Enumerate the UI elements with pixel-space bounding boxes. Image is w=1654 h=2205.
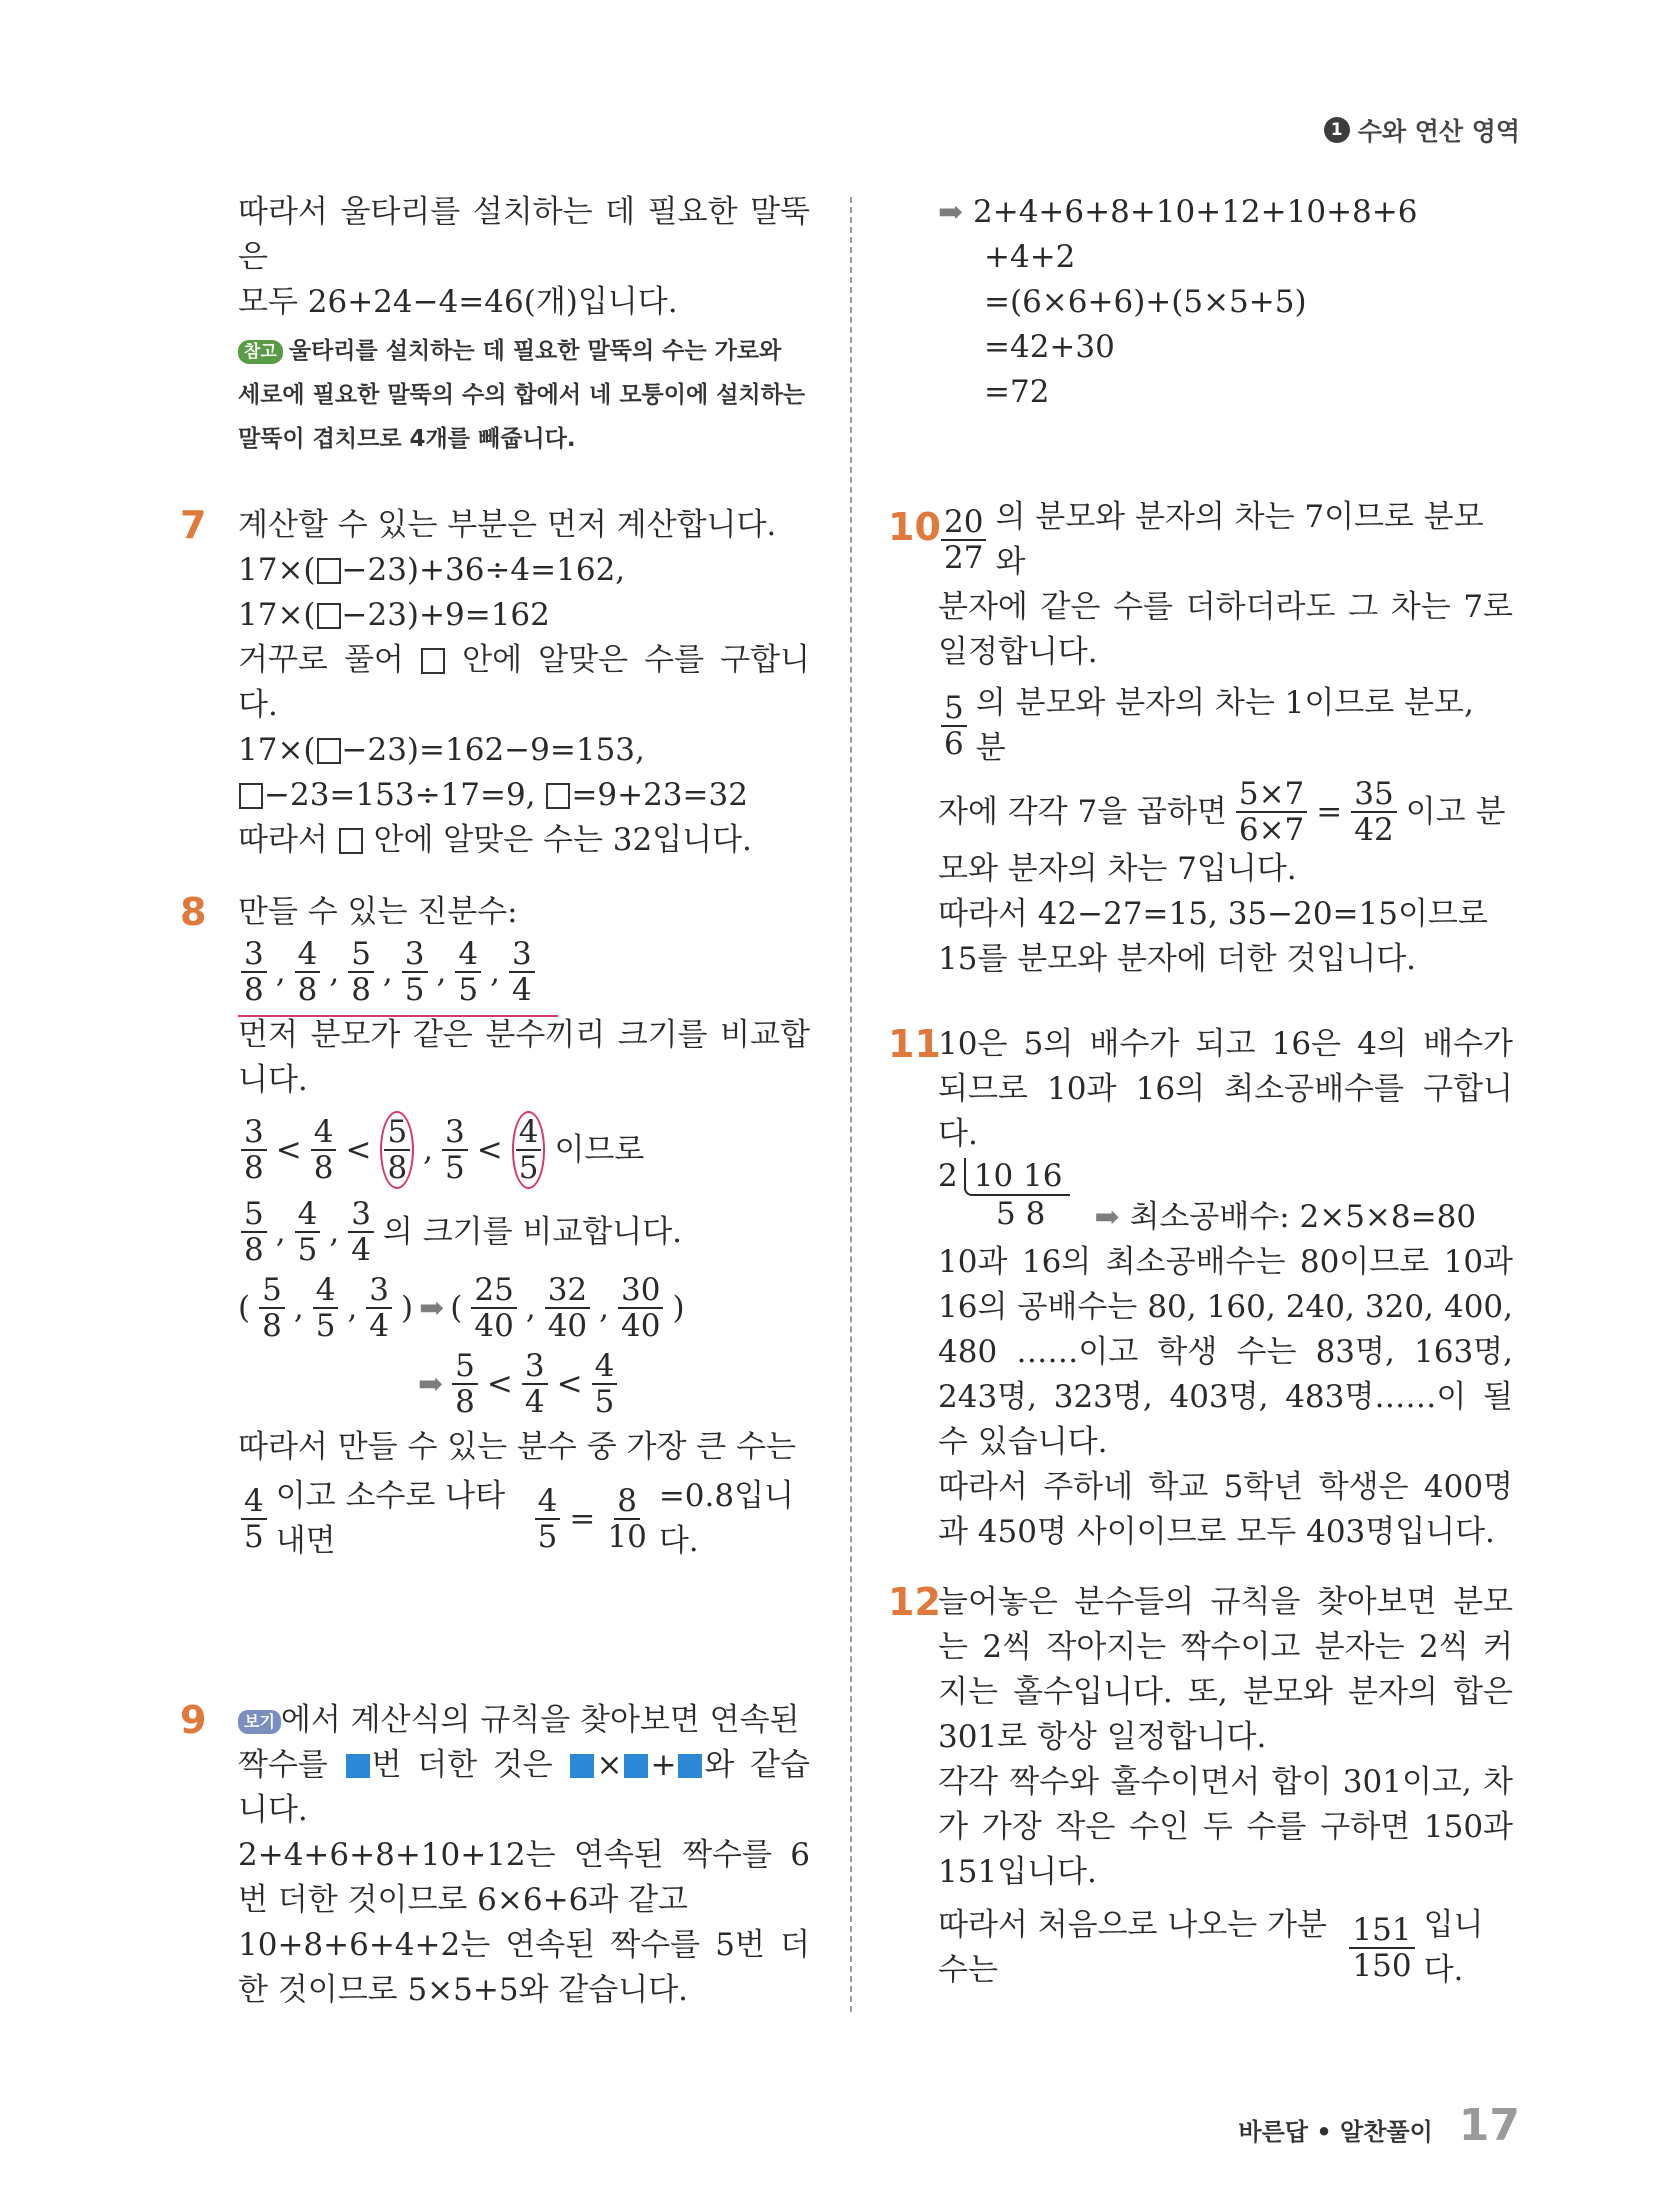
arrow-icon: ➡ [419, 1290, 445, 1326]
text-line: 모두 26+24−4=46(개)입니다. [238, 284, 678, 320]
ordering-row: ➡ $\frac{5}{8}$ < $\frac{3}{4}$ < $\frac{4}{5}$ [418, 1349, 810, 1419]
q11-block [938, 1022, 1513, 1555]
text-line: 따라서 안에 알맞은 수는 32입니다. [238, 822, 752, 858]
question-number: 8 [180, 890, 207, 934]
note-text: 울타리를 설치하는 데 필요한 말뚝의 수는 가로와 세로에 필요한 말뚝의 수의 합에서 네 모퉁이에 설치하는 말뚝이 겹치므로 4개를 빼줍니다. [238, 338, 806, 452]
text-line: 모와 분자의 차는 7입니다. [938, 851, 1297, 887]
blue-square-icon [346, 1754, 370, 1778]
question-number: 11 [888, 1022, 941, 1066]
conversion-row: ( $\frac{5}{8}$ , $\frac{4}{5}$ , $\frac{3}{4}$ ) ➡ ( $\frac{25}{40}$ , $\frac{32}{40}$ , $\frac{30}{40}$ ) [238, 1272, 685, 1344]
circled-fraction: $\frac{4}{5}$ [512, 1111, 546, 1189]
fraction-list: $\frac{3}{8}$ , $\frac{4}{8}$ , $\frac{5}{8}$ , $\frac{3}{5}$ , $\frac{4}{5}$ , $\frac{3}{4}$ [238, 937, 810, 1007]
left-top-block [238, 190, 810, 461]
text-line: 17×( −23)=162−9=153, [238, 732, 645, 768]
blue-square-icon [624, 1754, 648, 1778]
fraction: $\frac{5}{8}$ [348, 937, 374, 1007]
text-line: 계산할 수 있는 부분은 먼저 계산합니다. [238, 507, 777, 543]
text-line: 분자에 같은 수를 더하더라도 그 차는 7로 일정합니다. [938, 589, 1513, 670]
text-line: +4+2 [984, 239, 1076, 275]
note-box [238, 329, 810, 461]
blank-box [546, 783, 570, 809]
q8-block [238, 890, 810, 1568]
right-top-block [938, 190, 1513, 415]
comparison-row: $\frac{3}{8}$ < $\frac{4}{8}$ < $\frac{5}{8}$ , $\frac{3}{5}$ < $\frac{4}{5}$ 이므로 [238, 1111, 810, 1189]
question-number: 12 [888, 1580, 941, 1624]
text-line: =(6×6+6)+(5×5+5) [984, 284, 1307, 320]
text-line: =72 [984, 374, 1050, 410]
blank-box [317, 558, 341, 584]
text-line: 17×( −23)+9=162 [238, 597, 550, 633]
circled-fraction: $\frac{5}{8}$ [380, 1111, 414, 1189]
question-number: 10 [888, 505, 941, 549]
note-badge: 참고 [238, 340, 283, 364]
text-line: 15를 분모와 분자에 더한 것입니다. [938, 941, 1417, 977]
text-line: 따라서 처음으로 나오는 가분수는 $\frac{151}{150}$ 입니다. [938, 1907, 1484, 1988]
text-line: −23=153÷17=9, =9+23=32 [238, 773, 810, 818]
question-number: 7 [180, 503, 207, 547]
fraction: $\frac{4}{8}$ [295, 937, 321, 1007]
q7-block [238, 503, 810, 863]
blank-box [317, 603, 341, 629]
text-line: 만들 수 있는 진분수: [238, 894, 518, 930]
text-line: 10+8+6+4+2는 연속된 짝수를 5번 더한 것이므로 5×5+5와 같습니다. [238, 1927, 810, 2008]
text-line: 2+4+6+8+10+12는 연속된 짝수를 6번 더한 것이므로 6×6+6과 같고 [238, 1837, 810, 1918]
fraction: $\frac{3}{5}$ [402, 937, 428, 1007]
text-line: $\frac{5}{8}$ , $\frac{4}{5}$ , $\frac{3}{4}$ 의 크기를 비교합니다. [238, 1197, 810, 1267]
page-number: 17 [1458, 2100, 1520, 2151]
text-line: 따라서 주하네 학교 5학년 학생은 400명과 450명 사이이므로 모두 403명입니다. [938, 1469, 1513, 1550]
text-line: 늘어놓은 분수들의 규칙을 찾아보면 분모는 2씩 작아지는 짝수이고 분자는 2씩 커지는 홀수입니다. 또, 분모와 분자의 합은 301로 항상 일정합니다. [938, 1584, 1513, 1755]
section-number-badge: 1 [1324, 117, 1350, 143]
arrow-icon: ➡ [938, 195, 964, 230]
division-work: 2 10 16 5 8 ➡ 최소공배수: 2×5×8=80 [938, 1157, 1513, 1240]
section-title: 수와 연산 영역 [1357, 117, 1520, 146]
text-line: $\frac{5}{6}$ 의 분모와 분자의 차는 1이므로 분모, 분 [938, 681, 1513, 771]
q10-block [938, 495, 1513, 982]
fraction: $\frac{3}{4}$ [509, 937, 535, 1007]
text-line: 거꾸로 풀어 안에 알맞은 수를 구합니다. [238, 642, 811, 723]
q12-block [938, 1580, 1513, 1993]
footer-label: 바른답 • 알찬풀이 [1238, 2118, 1433, 2146]
text-line: 따라서 만들 수 있는 분수 중 가장 큰 수는 [238, 1429, 796, 1465]
question-number: 9 [180, 1698, 207, 1742]
blue-square-icon [678, 1754, 702, 1778]
text-line: 10과 16의 최소공배수는 80이므로 10과 16의 공배수는 80, 160, 240, 320, 400, 480 ……이고 학생 수는 83명, 163명, 243명, 323명, 403명, 483명……이 될 수 있습니다. [938, 1244, 1513, 1460]
text-line: 짝수를 번 더한 것은 × + 와 같습니다. [238, 1747, 810, 1828]
text-line: 따라서 42−27=15, 35−20=15이므로 [938, 896, 1488, 932]
text-line: 자에 각각 7을 곱하면 $\frac{5\times 7}{6\times 7}$ = $\frac{35}{42}$ 이고 분 [938, 776, 1506, 848]
example-badge: 보기 [238, 1710, 281, 1734]
text-line: 각각 짝수와 홀수이면서 합이 301이고, 차가 가장 작은 수인 두 수를 구하면 150과 151입니다. [938, 1764, 1513, 1890]
section-header [1324, 112, 1520, 148]
arrow-icon: ➡ [418, 1366, 444, 1402]
fraction: $\frac{4}{5}$ [455, 937, 481, 1007]
underline-mark [238, 1015, 558, 1017]
blank-box [317, 738, 341, 764]
column-divider [850, 197, 852, 2012]
page-footer [1238, 2100, 1520, 2151]
text-line: 10은 5의 배수가 되고 16은 4의 배수가 되므로 10과 16의 최소공배수를 구합니다. [938, 1026, 1513, 1152]
q9-block [238, 1698, 810, 2013]
blank-box [239, 783, 263, 809]
text-line: $\frac{4}{5}$ 이고 소수로 나타내면 $\frac{4}{5}$ = $\frac{8}{10}$ =0.8입니다. [238, 1474, 810, 1564]
text-line: ➡ 2+4+6+8+10+12+10+8+6 [938, 190, 1513, 235]
text-line: 17×( −23)+36÷4=162, [238, 552, 626, 588]
text-line: =42+30 [984, 329, 1115, 365]
text-line: 따라서 울타리를 설치하는 데 필요한 말뚝은 [238, 194, 810, 275]
blank-box [339, 828, 363, 854]
text-line: 먼저 분모가 같은 분수끼리 크기를 비교합니다. [238, 1017, 810, 1098]
text-line: 보기 에서 계산식의 규칙을 찾아보면 연속된 [238, 1698, 810, 1743]
fraction: $\frac{3}{8}$ [241, 937, 267, 1007]
text-line: $\frac{20}{27}$ 의 분모와 분자의 차는 7이므로 분모와 [938, 495, 1513, 585]
blank-box [421, 648, 445, 674]
blue-square-icon [570, 1754, 594, 1778]
arrow-icon: ➡ [1094, 1200, 1120, 1235]
